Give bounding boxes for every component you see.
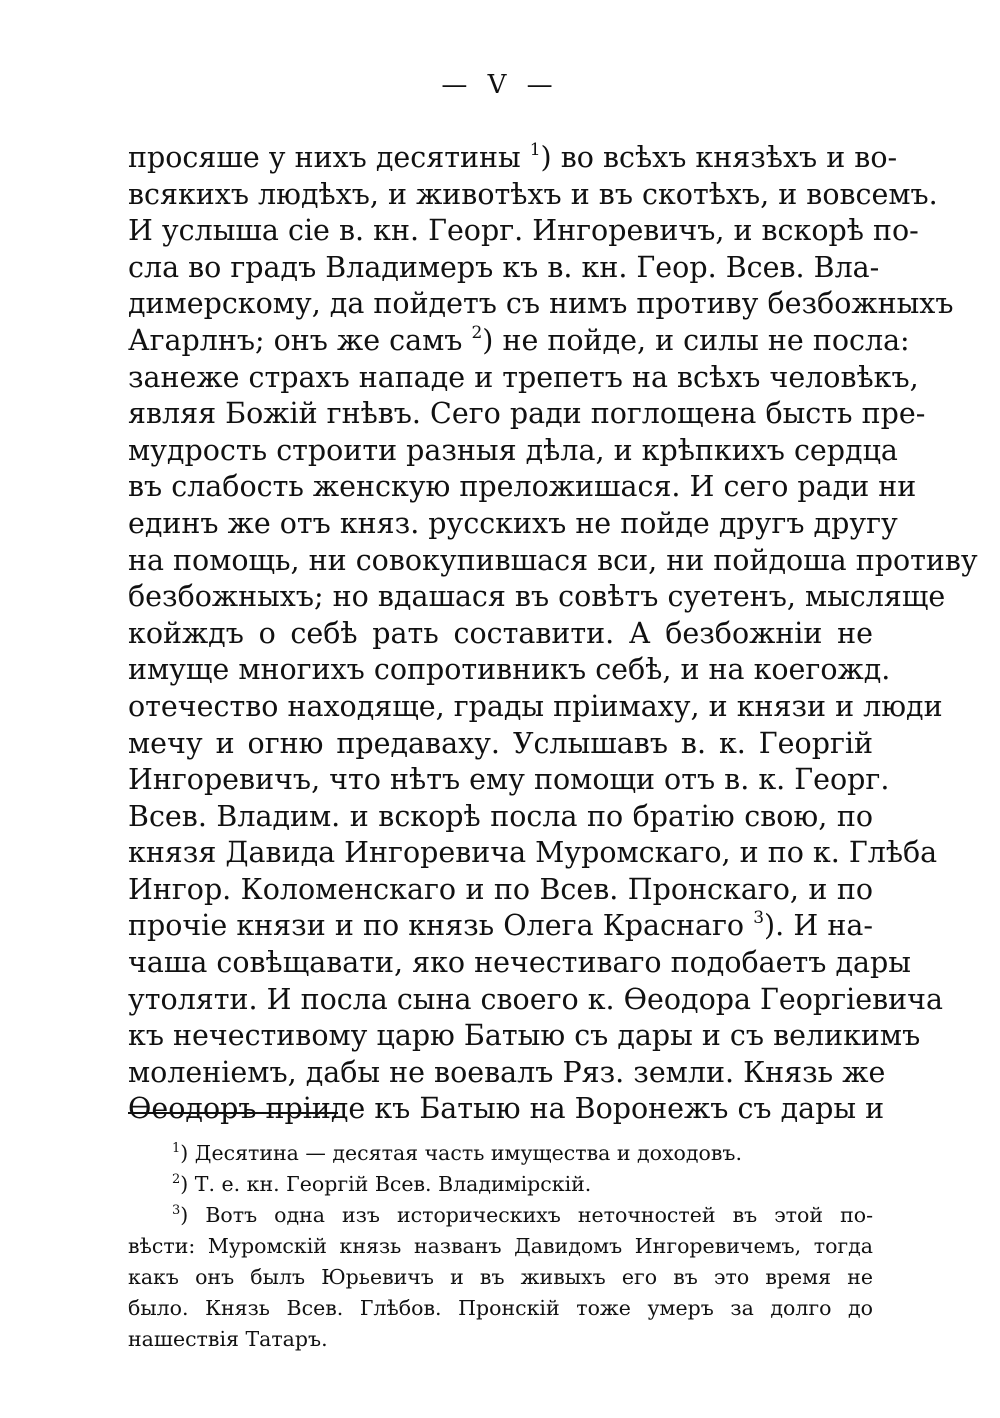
footnote-ref: 2 — [471, 322, 483, 343]
text-line: утоляти. И посла сына своего к. Өеодора Георгіевича — [128, 982, 943, 1016]
footnote-ref: 3 — [753, 908, 765, 929]
text-line: Агарлнъ; онъ же самъ $^2$) не пойде, и силы не посла: — [128, 322, 910, 357]
footnote-item: $^3$) Вотъ одна изъ историческихъ неточностей въ этой по- — [172, 1203, 873, 1227]
text-line: сла во градъ Владимеръ къ в. кн. Геор. Всев. Вла- — [128, 250, 880, 284]
page-number-header: — V — — [441, 70, 559, 100]
footnote-separator — [128, 1112, 338, 1114]
text-line: имуще многихъ сопротивникъ себѣ, и на коегожд. — [128, 653, 891, 687]
text-line: Ингоревичъ, что нѣтъ ему помощи отъ в. к. Георг. — [128, 763, 890, 797]
text-line: койждъ о себѣ рать составити. А безбожніи не — [128, 616, 873, 650]
text-line: чаша совѣщавати, яко нечестиваго подобаетъ дары — [128, 946, 911, 980]
text-line: просяше у нихъ десятины $^1$) во всѣхъ князѣхъ и во- — [128, 140, 898, 174]
text-line: моленіемъ, дабы не воевалъ Ряз. земли. Князь же — [128, 1055, 886, 1089]
footnote-line: вѣсти: Муромскій князь названъ Давидомъ Ингоревичемъ, тогда — [128, 1234, 873, 1258]
text-line: единъ же отъ княз. русскихъ не пойде другъ другу — [128, 506, 898, 540]
text-line: безбожныхъ; но вдашася въ совѣтъ суетенъ, мысляще — [128, 580, 946, 614]
text-line: къ нечестивому царю Батыю съ дары и съ великимъ — [128, 1019, 921, 1053]
text-line: мудрость строити разныя дѣла, и крѣпкихъ сердца — [128, 433, 898, 467]
text-line: мечу и огню предаваху. Услышавъ в. к. Георгій — [128, 726, 873, 760]
text-line: всякихъ людѣхъ, и животѣхъ и въ скотѣхъ, и вовсемъ. — [128, 177, 938, 211]
text-line: Өеодоръ пріиде къ Батыю на Воронежъ съ дары и — [128, 1092, 885, 1126]
footnote-ref: 1 — [529, 140, 541, 160]
footnotes-block — [128, 1138, 873, 1355]
text-line: прочіе князи и по князь Олега Краснаго $^3$). И на- — [128, 908, 873, 943]
text-line: князя Давида Ингоревича Муромскаго, и по к. Глѣба — [128, 836, 938, 870]
text-line: Всев. Владим. и вскорѣ посла по братію свою, по — [128, 799, 873, 833]
text-line: на помощь, ни совокупившася вси, ни пойдоша противу — [128, 543, 978, 577]
footnote-line: нашествія Татаръ. — [128, 1327, 328, 1351]
text-line: являя Божій гнѣвъ. Сего ради поглощена бысть пре- — [128, 397, 926, 431]
text-line: димерскому, да пойдетъ съ нимъ противу безбожныхъ — [128, 287, 954, 321]
footnote-line: было. Князь Всев. Глѣбов. Пронскій тоже умеръ за долго до — [128, 1296, 873, 1320]
text-line: И услыша сіе в. кн. Георг. Ингоревичъ, и вскорѣ по- — [128, 214, 919, 248]
footnote-item: $^2$) Т. е. кн. Георгій Всев. Владимірскій. — [172, 1172, 592, 1196]
text-line: занеже страхъ нападе и трепетъ на всѣхъ человѣкъ, — [128, 360, 919, 394]
main-text-block — [128, 140, 978, 1128]
text-line: отечество находяще, грады пріимаху, и князи и люди — [128, 689, 943, 723]
text-line: въ слабость женскую преложишася. И сего ради ни — [128, 470, 917, 504]
text-line: Ингор. Коломенскаго и по Всев. Пронскаго, и по — [128, 872, 873, 906]
footnote-item: $^1$) Десятина — десятая часть имущества и доходовъ. — [172, 1141, 742, 1165]
footnote-line: какъ онъ былъ Юрьевичъ и въ живыхъ его въ это время не — [128, 1265, 873, 1289]
